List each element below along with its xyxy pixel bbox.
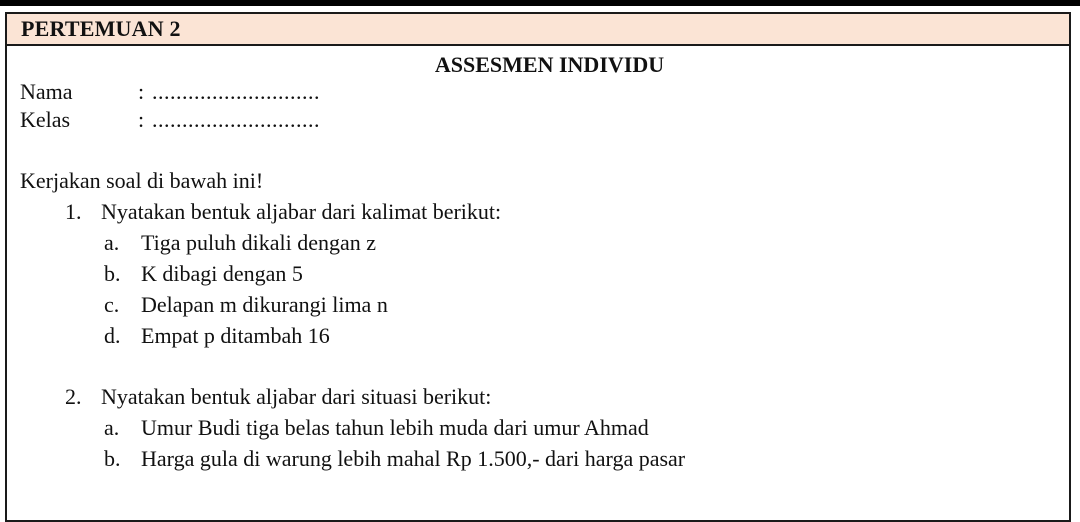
item-text: Tiga puluh dikali dengan z [141,230,377,255]
field-name-row [20,78,1049,106]
instruction-text: Kerjakan soal di bawah ini! [20,168,264,193]
field-class-colon: : [138,107,145,132]
question-1-item-c [20,289,1049,320]
item-letter: a. [104,230,120,255]
question-1 [20,196,1049,227]
question-2 [20,381,1049,412]
question-2-item-a [20,412,1049,443]
question-number: 2. [65,384,82,409]
field-class-blank: ............................ [152,107,320,132]
item-text: Umur Budi tiga belas tahun lebih muda dari umur Ahmad [141,415,649,440]
worksheet-box [5,12,1071,522]
item-text: Harga gula di warung lebih mahal Rp 1.500,- dari harga pasar [141,446,686,471]
question-text: Nyatakan bentuk aljabar dari kalimat berikut: [101,199,502,224]
item-letter: a. [104,415,120,440]
field-class-label: Kelas [20,107,71,132]
spacer [20,134,1049,166]
item-text: Delapan m dikurangi lima n [141,292,388,317]
section-header-title: PERTEMUAN 2 [21,16,181,41]
worksheet-content [7,52,1069,474]
field-name-label: Nama [20,79,73,104]
item-text: Empat p ditambah 16 [141,323,330,348]
spacer [20,351,1049,381]
question-2-item-b [20,443,1049,474]
item-letter: b. [104,446,121,471]
field-name-blank: ............................ [152,79,320,104]
question-1-item-b [20,258,1049,289]
item-letter: d. [104,323,121,348]
item-letter: c. [104,292,120,317]
field-name-colon: : [138,79,145,104]
item-text: K dibagi dengan 5 [141,261,303,286]
field-class-row [20,106,1049,134]
question-text: Nyatakan bentuk aljabar dari situasi berikut: [101,384,492,409]
worksheet-title: ASSESMEN INDIVIDU [434,52,665,77]
section-header [7,14,1069,46]
top-rule [0,0,1080,6]
question-1-item-d [20,320,1049,351]
question-number: 1. [65,199,82,224]
question-1-item-a [20,227,1049,258]
item-letter: b. [104,261,121,286]
